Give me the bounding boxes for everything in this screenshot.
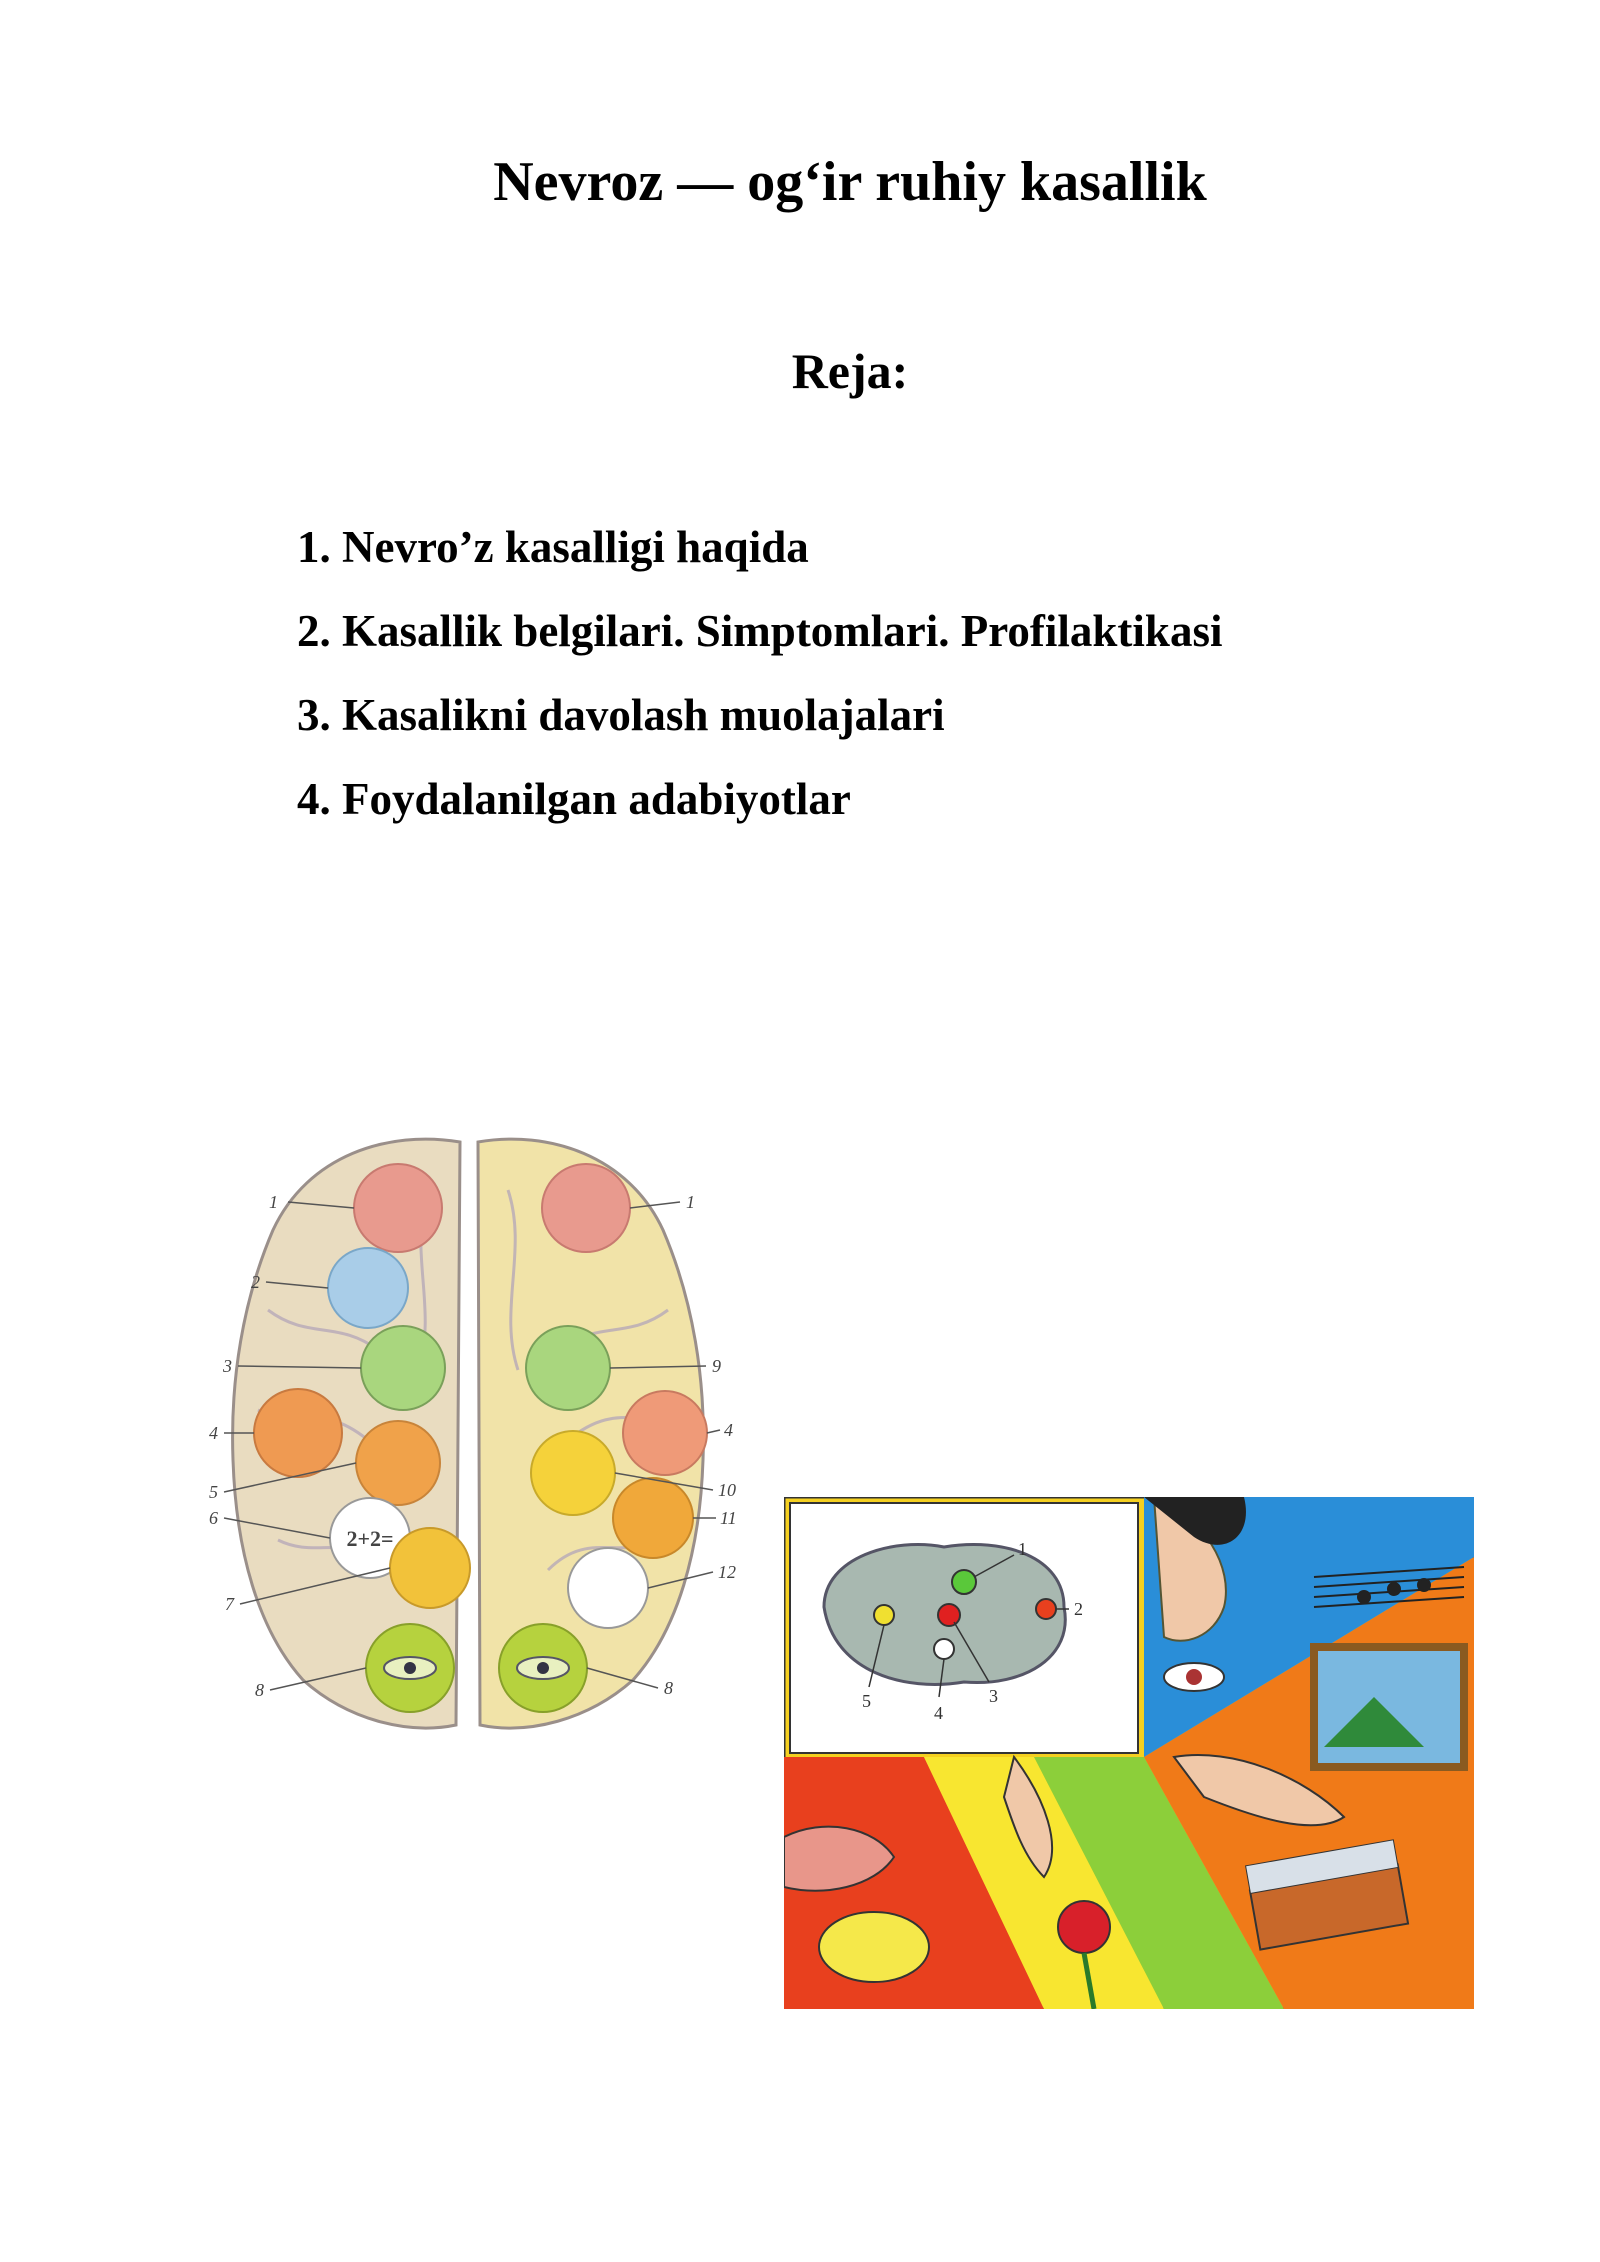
brain-label: 2 [251,1272,260,1292]
brain-label: 9 [712,1356,721,1376]
zone-right-11 [613,1478,693,1558]
plan-list [297,505,1222,841]
plan-item: 1. Nevro’z kasalligi haqida [297,522,809,572]
plan-item: 4. Foydalanilgan adabiyotlar [297,774,851,824]
senses-label: 1 [1018,1539,1027,1559]
brain-label: 5 [209,1482,218,1502]
zone-left-3 [361,1326,445,1410]
brain-label: 6 [209,1508,218,1528]
lemon [819,1912,929,1982]
zone-left-5 [356,1421,440,1505]
brain-label: 10 [718,1480,736,1500]
brain-label: 4 [724,1420,733,1440]
brain-label: 8 [255,1680,264,1700]
brain-label: 11 [720,1508,737,1528]
brain-label: 3 [223,1356,232,1376]
senses-label: 3 [989,1686,998,1706]
zone-left-4 [254,1389,342,1477]
zone-right-10 [531,1431,615,1515]
rose-icon [1058,1901,1110,1953]
brain-label: 8 [664,1678,673,1698]
zone-left-1 [354,1164,442,1252]
plan-heading: Reja: [791,343,909,399]
brain-label: 1 [686,1192,695,1212]
zone-left-7 [390,1528,470,1608]
plan-item: 3. Kasalikni davolash muolajalari [297,690,945,740]
plan-item: 2. Kasallik belgilari. Simptomlari. Profilaktikasi [297,606,1223,656]
brain-label: 4 [209,1423,218,1443]
senses-label: 4 [934,1703,943,1723]
brain-label: 1 [269,1192,278,1212]
brain-label: 7 [225,1594,234,1614]
zone-left-2 [328,1248,408,1328]
senses-illustration [784,1497,1474,2009]
senses-label: 2 [1074,1599,1083,1619]
zone-right-4 [623,1391,707,1475]
zone-right-9 [526,1326,610,1410]
document-title: Nevroz — og‘ir ruhiy kasallik [493,151,1207,213]
painting [1314,1647,1464,1767]
zone-right-12 [568,1548,648,1628]
math-text: 2+2= [346,1526,394,1551]
zone-right-1 [542,1164,630,1252]
brain-label: 12 [718,1562,736,1582]
senses-label: 5 [862,1691,871,1711]
brain-illustration [188,1110,748,1750]
